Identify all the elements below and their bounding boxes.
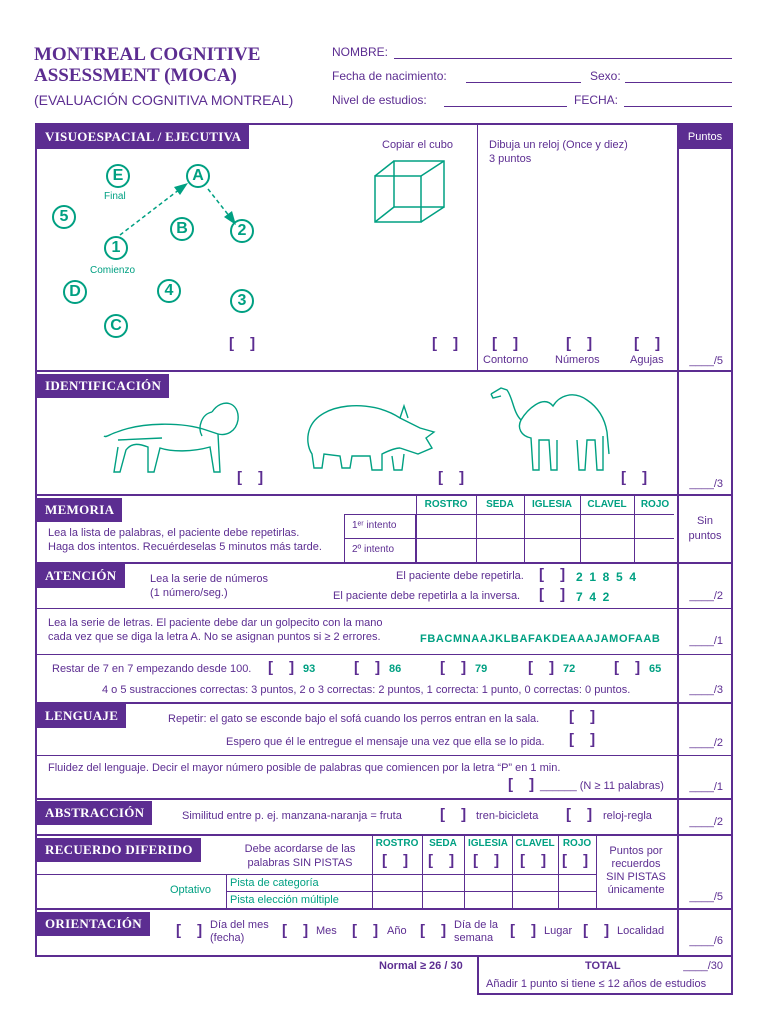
- trail-node-3: 3: [230, 289, 254, 313]
- attention-header: ATENCIÓN: [37, 564, 125, 588]
- trail-node-b: B: [170, 217, 194, 241]
- abstraction-pair-2: reloj-regla: [603, 810, 652, 822]
- weekday-label: Día de la semana: [454, 919, 499, 944]
- backward-box[interactable]: [ ]: [539, 586, 572, 603]
- serial7-value-3: 79: [475, 663, 488, 675]
- trail-node-2: 2: [230, 219, 254, 243]
- digit-instruction-1: Lea la serie de números: [150, 573, 269, 585]
- serial7-score[interactable]: ____/3: [689, 684, 723, 696]
- serial7-scoring: 4 o 5 sustracciones correctas: 3 puntos, 2 o 3 correctas: 2 puntos, 1 correcta: 1 punto, 0 correctas: 0 puntos.: [102, 684, 631, 696]
- recall-score[interactable]: ____/5: [689, 891, 723, 903]
- naming-score[interactable]: ____/3: [689, 478, 723, 490]
- trail-arrows: [40, 155, 300, 355]
- repeat-box-2[interactable]: [ ]: [569, 731, 602, 748]
- test-title: [34, 44, 260, 86]
- trail-node-e: E: [106, 164, 130, 188]
- lion-icon: [102, 392, 242, 477]
- education-adjustment: Añadir 1 punto si tiene ≤ 12 años de estudios: [486, 978, 707, 990]
- recall-box-5[interactable]: [ ]: [562, 852, 595, 869]
- letter-sequence: FBACMNAAJKLBAFAKDEAAAJAMOFAAB: [420, 633, 661, 645]
- total-label: TOTAL: [585, 960, 621, 972]
- month-box[interactable]: [ ]: [282, 922, 315, 939]
- forward-digits: 2 1 8 5 4: [576, 570, 637, 584]
- year-label: Año: [387, 925, 407, 937]
- category-cue-label: Pista de categoría: [230, 877, 319, 889]
- contour-box[interactable]: [ ]: [492, 335, 525, 352]
- numbers-label: Números: [555, 354, 600, 366]
- month-label: Mes: [316, 925, 337, 937]
- repeat-score[interactable]: ____/2: [689, 737, 723, 749]
- fluency-instruction: Fluidez del lenguaje. Decir el mayor número posible de palabras que comiencen por la letra “P” en 1 min.: [48, 762, 561, 774]
- city-label: Localidad: [617, 925, 665, 937]
- trail-node-4: 4: [157, 279, 181, 303]
- education-label: Nivel de estudios:: [332, 93, 427, 107]
- copy-cube-label: Copiar el cubo: [382, 139, 453, 151]
- trail-node-a: A: [186, 164, 210, 188]
- trail-node-d: D: [63, 280, 87, 304]
- visuo-header: VISUOESPACIAL / EJECUTIVA: [37, 125, 249, 149]
- title-line2: ASSESSMENT (MOCA): [34, 65, 237, 86]
- repeat-sentence-1: Repetir: el gato se esconde bajo el sofá cuando los perros entran en la sala.: [168, 713, 540, 725]
- fluency-box[interactable]: [ ]: [508, 776, 541, 793]
- letters-score[interactable]: ____/1: [689, 635, 723, 647]
- education-field[interactable]: [444, 95, 567, 107]
- serial7-box-3[interactable]: [ ]: [440, 659, 473, 676]
- recall-word-2: SEDA: [429, 838, 457, 849]
- repeat-box-1[interactable]: [ ]: [569, 708, 602, 725]
- dob-field[interactable]: [466, 71, 581, 83]
- letters-instruction-1: Lea la serie de letras. El paciente debe dar un golpecito con la mano: [48, 617, 383, 629]
- recall-box-4[interactable]: [ ]: [520, 852, 553, 869]
- name-label: NOMBRE:: [332, 45, 389, 59]
- second-trial-label: 2º intento: [352, 544, 395, 555]
- abstraction-instruction: Similitud entre p. ej. manzana-naranja = fruta: [182, 810, 402, 822]
- abstraction-pair-1: tren-bicicleta: [476, 810, 539, 822]
- recall-instruction: Debe acordarse de las palabras SIN PISTAS: [244, 843, 356, 869]
- rhino-box[interactable]: [ ]: [438, 469, 471, 486]
- recall-word-4: CLAVEL: [515, 838, 555, 849]
- lion-box[interactable]: [ ]: [237, 469, 270, 486]
- place-box[interactable]: [ ]: [510, 922, 543, 939]
- hands-label: Agujas: [630, 354, 664, 366]
- title-line1: MONTREAL COGNITIVE: [34, 44, 261, 65]
- abstraction-header: ABSTRACCIÓN: [37, 801, 152, 825]
- multiple-choice-label: Pista elección múltiple: [230, 894, 339, 906]
- serial7-instruction: Restar de 7 en 7 empezando desde 100.: [52, 663, 252, 675]
- points-column-divider: [677, 123, 679, 957]
- name-field[interactable]: [394, 47, 732, 59]
- fluency-score[interactable]: ____/1: [689, 781, 723, 793]
- memory-word-5: ROJO: [640, 499, 670, 510]
- start-label: Comienzo: [90, 265, 136, 276]
- recall-word-5: ROJO: [562, 838, 592, 849]
- memory-instruction-2: Haga dos intentos. Recuérdeselas 5 minutos más tarde.: [48, 541, 322, 553]
- date-label: FECHA:: [574, 93, 619, 107]
- serial7-box-2[interactable]: [ ]: [354, 659, 387, 676]
- serial7-value-4: 72: [563, 663, 576, 675]
- memory-header: MEMORIA: [37, 498, 122, 522]
- cube-icon: [372, 158, 452, 228]
- fluency-note: ______ (N ≥ 11 palabras): [540, 780, 664, 792]
- camel-box[interactable]: [ ]: [621, 469, 654, 486]
- sex-field[interactable]: [625, 71, 732, 83]
- memory-instruction-1: Lea la lista de palabras, el paciente debe repetirlas.: [48, 527, 300, 539]
- memory-word-2: SEDA: [486, 499, 514, 510]
- memory-no-points: Sin puntos: [688, 515, 722, 542]
- digit-score[interactable]: ____/2: [689, 590, 723, 602]
- cube-score-box[interactable]: [ ]: [432, 335, 465, 352]
- memory-word-3: IGLESIA: [531, 499, 572, 510]
- sex-label: Sexo:: [590, 69, 621, 83]
- recall-box-1[interactable]: [ ]: [382, 852, 415, 869]
- weekday-box[interactable]: [ ]: [420, 922, 453, 939]
- trail-node-c: C: [104, 314, 128, 338]
- recall-word-1: ROSTRO: [375, 838, 419, 849]
- year-box[interactable]: [ ]: [352, 922, 385, 939]
- day-of-month-label: Día del mes (fecha): [210, 919, 269, 944]
- trail-score-box[interactable]: [ ]: [229, 335, 262, 352]
- day-box[interactable]: [ ]: [176, 922, 209, 939]
- dob-label: Fecha de nacimiento:: [332, 69, 447, 83]
- orientation-score[interactable]: ____/6: [689, 935, 723, 947]
- place-label: Lugar: [544, 925, 573, 937]
- abstraction-box-2[interactable]: [ ]: [566, 806, 599, 823]
- letters-instruction-2: cada vez que se diga la letra A. No se asignan puntos si ≥ 2 errores.: [48, 631, 381, 643]
- digit-instruction-2: (1 número/seg.): [150, 587, 228, 599]
- memory-word-1: ROSTRO: [424, 499, 468, 510]
- first-trial-label: 1ᵉʳ intento: [352, 520, 397, 531]
- optional-label: Optativo: [170, 884, 211, 896]
- recall-word-3: IGLESIA: [467, 838, 508, 849]
- backward-digits: 7 4 2: [576, 590, 610, 604]
- date-field[interactable]: [624, 95, 732, 107]
- orientation-header: ORIENTACIÓN: [37, 912, 150, 936]
- serial7-box-5[interactable]: [ ]: [614, 659, 647, 676]
- serial7-value-1: 93: [303, 663, 316, 675]
- recall-box-3[interactable]: [ ]: [473, 852, 506, 869]
- repeat-sentence-2: Espero que él le entregue el mensaje una vez que ella se lo pida.: [226, 736, 545, 748]
- serial7-box-4[interactable]: [ ]: [528, 659, 561, 676]
- subtitle: (EVALUACIÓN COGNITIVA MONTREAL): [34, 92, 294, 108]
- abstraction-score[interactable]: ____/2: [689, 816, 723, 828]
- clock-instruction: Dibuja un reloj (Once y diez): [489, 139, 628, 151]
- forward-box[interactable]: [ ]: [539, 566, 572, 583]
- arrowhead-a: [174, 183, 188, 195]
- language-header: LENGUAJE: [37, 704, 126, 728]
- numbers-box[interactable]: [ ]: [566, 335, 599, 352]
- backward-label: El paciente debe repetirla a la inversa.: [333, 590, 521, 602]
- arrow-a-to-2: [208, 189, 230, 217]
- abstraction-box-1[interactable]: [ ]: [440, 806, 473, 823]
- serial7-value-2: 86: [389, 663, 402, 675]
- recall-box-2[interactable]: [ ]: [428, 852, 461, 869]
- clock-points: 3 puntos: [489, 153, 532, 165]
- hands-box[interactable]: [ ]: [634, 335, 667, 352]
- rhino-icon: [300, 398, 440, 473]
- trail-node-5: 5: [52, 205, 76, 229]
- points-header: Puntos: [679, 125, 731, 149]
- normal-threshold: Normal ≥ 26 / 30: [379, 960, 463, 972]
- final-label: Final: [104, 191, 126, 202]
- serial7-value-5: 65: [649, 663, 662, 675]
- contour-label: Contorno: [483, 354, 529, 366]
- naming-header: IDENTIFICACIÓN: [37, 374, 169, 398]
- total-score[interactable]: ____/30: [683, 960, 723, 972]
- recall-header: RECUERDO DIFERIDO: [37, 838, 201, 862]
- serial7-box-1[interactable]: [ ]: [268, 659, 301, 676]
- trail-node-1: 1: [104, 236, 128, 260]
- memory-word-4: CLAVEL: [587, 499, 627, 510]
- camel-icon: [487, 384, 612, 479]
- recall-note: Puntos por recuerdos SIN PISTAS únicamente: [606, 845, 666, 896]
- forward-label: El paciente debe repetirla.: [396, 570, 524, 582]
- visuo-score[interactable]: ____/5: [689, 355, 723, 367]
- city-box[interactable]: [ ]: [583, 922, 616, 939]
